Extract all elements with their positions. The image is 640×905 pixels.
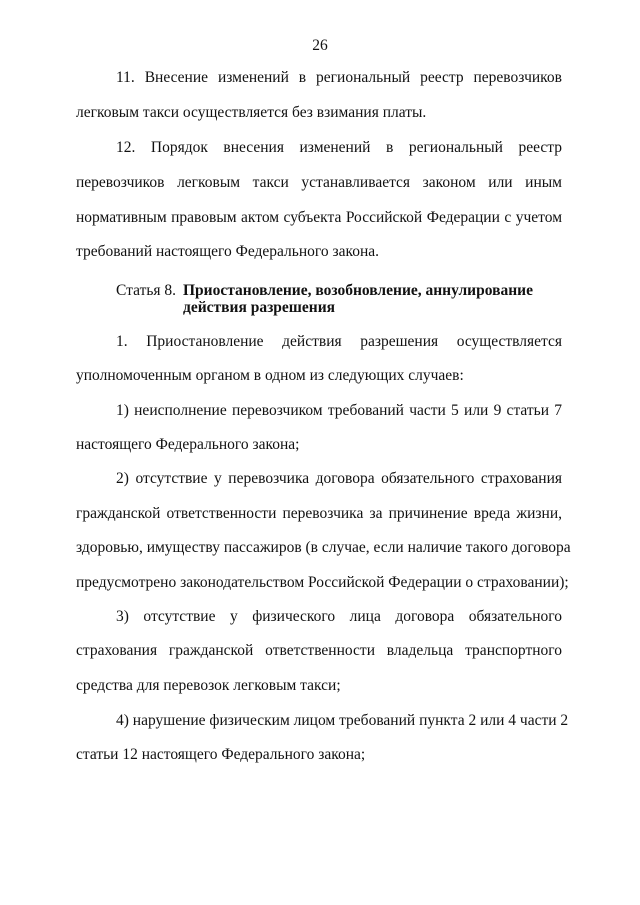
paragraph-11-line-1: 11. Внесение изменений в региональный реестр перевозчиков bbox=[116, 69, 562, 86]
subpoint-1-line-2: настоящего Федерального закона; bbox=[76, 436, 300, 453]
paragraph-12-line-1: 12. Порядок внесения изменений в региональный реестр bbox=[116, 139, 562, 156]
article-point-1-line-2: уполномоченным органом в одном из следующих случаев: bbox=[76, 367, 464, 384]
subpoint-2-line-3: здоровью, имуществу пассажиров (в случае, если наличие такого договора bbox=[76, 539, 571, 556]
paragraph-12-line-3: нормативным правовым актом субъекта Российской Федерации с учетом bbox=[76, 209, 562, 226]
subpoint-2-line-2: гражданской ответственности перевозчика за причинение вреда жизни, bbox=[76, 505, 562, 522]
subpoint-3-line-2: страхования гражданской ответственности владельца транспортного bbox=[76, 642, 562, 659]
article-label: Статья 8. bbox=[116, 282, 177, 299]
article-point-1-line-1: 1. Приостановление действия разрешения осуществляется bbox=[116, 333, 562, 350]
page-number: 26 bbox=[312, 37, 328, 54]
subpoint-3-line-3: средства для перевозок легковым такси; bbox=[76, 677, 341, 694]
subpoint-2-line-4: предусмотрено законодательством Российской Федерации о страховании); bbox=[76, 574, 569, 591]
paragraph-12-line-4: требований настоящего Федерального закона. bbox=[76, 243, 380, 260]
article-title-line-1: Приостановление, возобновление, аннулирование bbox=[183, 282, 533, 299]
subpoint-4-line-1: 4) нарушение физическим лицом требований пункта 2 или 4 части 2 bbox=[116, 712, 569, 729]
subpoint-1-line-1: 1) неисполнение перевозчиком требований части 5 или 9 статьи 7 bbox=[116, 402, 562, 419]
subpoint-3-line-1: 3) отсутствие у физического лица договора обязательного bbox=[116, 608, 562, 625]
paragraph-11-line-2: легковым такси осуществляется без взимания платы. bbox=[76, 104, 427, 121]
article-title-line-2: действия разрешения bbox=[183, 299, 336, 316]
subpoint-2-line-1: 2) отсутствие у перевозчика договора обязательного страхования bbox=[116, 470, 562, 487]
subpoint-4-line-2: статьи 12 настоящего Федерального закона; bbox=[76, 746, 366, 763]
paragraph-12-line-2: перевозчиков легковым такси устанавливается законом или иным bbox=[76, 174, 562, 191]
